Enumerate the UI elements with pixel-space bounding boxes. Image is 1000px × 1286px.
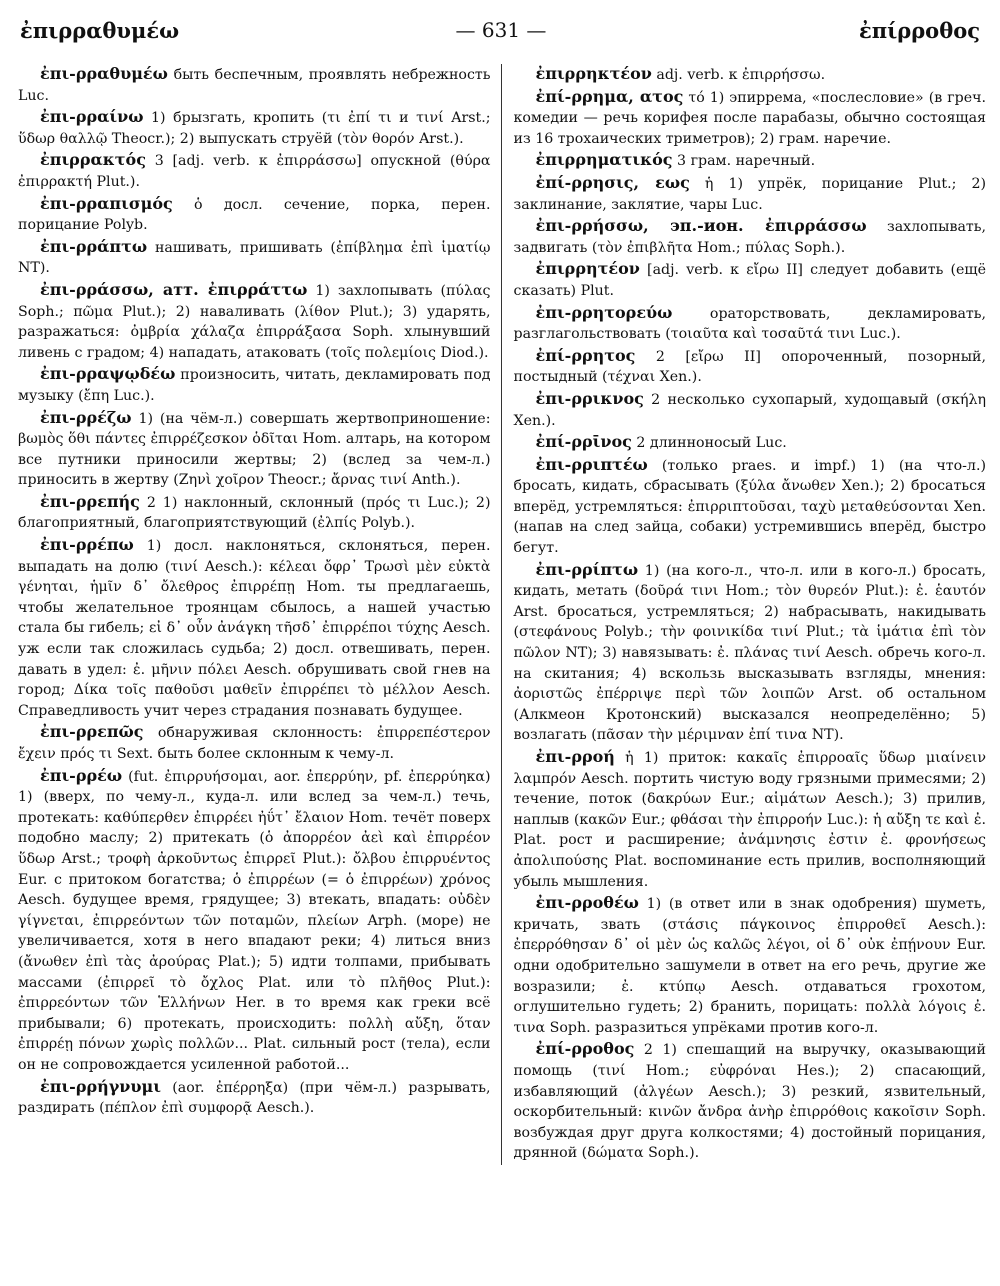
- dictionary-entry: [18, 64, 491, 106]
- entry-headword: ἐπι-ρρήσσω, эп.-ион. ἐπιρράσσω: [535, 216, 867, 236]
- dictionary-entry: [514, 87, 987, 150]
- entry-headword: ἐπι-ρρητορεύω: [535, 302, 673, 322]
- entry-headword: ἐπί-ρρημα, ατος: [535, 86, 684, 106]
- entry-headword: ἐπί-ρρησις, εως: [535, 172, 690, 192]
- entry-headword: ἐπι-ρρίπτω: [535, 559, 639, 579]
- dictionary-entry: [514, 64, 987, 86]
- entry-definition: 1) (на кого-л., что-л. или в кого-л.) бросать, кидать, метать (δοῦρά τινι Hom.; τὸν θυρεόν Plut.): ἐ. ἑαυτόν Arst. бросаться, устремляться; 2) набрасывать, накидывать (στεφάνους Polyb.; τὴν φοινικίδα τινί Plut.; τὰ ἱμάτια ἐπὶ τὸν πῶλον NT); 3) навязывать: ἐ. πλάνας τινί Aesch. обречь кого-л. на скитания; 4) вскользь высказывать взгляды, мнения: ἀοριστῶς ἐπέρριψε περὶ τῶν λοιπῶν Arst. об остальном (Алкмеон Кротонский) высказался неопределённо; 5) возлагать (πᾶσαν τὴν μέριμναν ἐπί τινα NT).: [513, 562, 986, 744]
- entry-definition: 1) досл. наклоняться, склоняться, перен. выпадать на долю (τινί Aesch.): κέλεαι ὄφρ᾽ Τρωσὶ μὲν εὐκτὰ γένηται, ἡμῖν δ᾽ ὄλεθρος ἐπιρρέπῃ Hom. ты предлагаешь, чтобы желательное троянцам сбылось, а нашей участью стала бы гибель; εἰ δ᾽ οὖν ἀνάγκη τῆσδ᾽ ἐπιρρέποι τύχης Aesch. уж если так сложилась судьба; 2) досл. отвешивать, перен. давать в удел: ἐ. μῆνιν πόλει Aesch. обрушивать свой гнев на город; Δίκα τοῖς παθοῦσι μαθεῖν ἐπιρρέπει τὸ μέλλον Aesch. Справедливость учит через страдания познавать будущее.: [18, 538, 491, 719]
- entry-headword: ἐπι-ρρέω: [40, 765, 123, 785]
- dictionary-entry: [18, 194, 491, 236]
- entry-definition: 2 1) спешащий на выручку, оказывающий помощь (τινί Hom.; εὐφρόναι Hes.); 2) спасающий, избавляющий (ἀλγέων Aesch.); 3) резкий, язвительный, оскорбительный: κινῶν ἄνδρα ἀνὴρ ἐπιρρόθοις κακοῖσιν Soph. возбуждая друг друга колкостями; 4) достойный порицания, дрянной (δώματα Soph.).: [513, 1042, 986, 1162]
- entry-definition: быть беспечным, проявлять небрежность Luc.: [18, 67, 491, 104]
- dictionary-entry: [18, 535, 491, 721]
- entry-headword: ἐπί-ρροθος: [535, 1039, 635, 1059]
- entry-definition: 3 грам. наречный.: [672, 153, 816, 170]
- entry-headword: ἐπι-ρραπισμός: [40, 193, 173, 213]
- page-number: — 631 —: [455, 18, 547, 42]
- entry-headword: ἐπι-ρραψῳδέω: [40, 364, 176, 384]
- entry-headword: ἐπι-ρραθυμέω: [40, 64, 168, 83]
- dictionary-entry: [514, 560, 987, 746]
- entry-definition: нашивать, пришивать (ἐπίβλημα ἐπὶ ἱματίῳ NT).: [18, 239, 491, 277]
- entry-headword: ἐπι-ρράσσω, атт. ἐπιρράττω: [40, 279, 308, 299]
- entry-headword: ἐπι-ρρέζω: [40, 407, 132, 427]
- left-column: [18, 64, 491, 1165]
- entry-definition: τό 1) эпиррема, «послесловие» (в греч. комедии — речь корифея после парабазы, обычно состоящая из 16 трохаических триметров); 2) грам. наречие.: [513, 89, 987, 147]
- dictionary-entry: [18, 107, 491, 149]
- entry-headword: ἐπι-ρρικνος: [535, 388, 644, 408]
- dictionary-entry: [18, 1077, 491, 1119]
- text-columns: [18, 64, 986, 1165]
- entry-headword: ἐπιρρητέον: [535, 259, 640, 279]
- entry-headword: ἐπι-ρριπτέω: [535, 454, 648, 474]
- entry-definition: 2 [εἴρω II] опороченный, позорный, постыдный (τέχναι Xen.).: [513, 348, 986, 386]
- entry-definition: произносить, читать, декламировать под музыку (ἔπη Luc.).: [18, 367, 491, 404]
- dictionary-entry: [514, 893, 987, 1038]
- dictionary-entry: [514, 389, 987, 431]
- dictionary-entry: [18, 766, 491, 1076]
- entry-definition: 2 несколько сухопарый, худощавый (σκήλη Xen.).: [513, 391, 986, 429]
- dictionary-entry: [18, 237, 491, 279]
- entry-headword: ἐπι-ρράπτω: [40, 236, 148, 256]
- entry-headword: ἐπιρρηκτέον: [535, 64, 652, 83]
- entry-headword: ἐπι-ρροθέω: [535, 893, 639, 913]
- entry-definition: (aor. ἐπέρρηξα) (при чём-л.) разрывать, раздирать (πέπλον ἐπὶ συμφορᾷ Aesch.).: [18, 1079, 491, 1117]
- running-header: [18, 14, 984, 48]
- dictionary-entry: [514, 303, 987, 345]
- entry-headword: ἐπι-ρρεπῶς: [40, 722, 144, 742]
- dictionary-entry: [18, 492, 491, 534]
- header-last-word: ἐπίρροθος: [858, 18, 980, 43]
- dictionary-entry: [18, 150, 491, 192]
- dictionary-entry: [514, 432, 987, 454]
- entry-definition: 2 1) наклонный, склонный (πρός τι Luc.); 2) благоприятный, благоприятствующий (ἐλπίς Polyb.).: [18, 494, 491, 532]
- dictionary-entry: [514, 747, 987, 892]
- dictionary-entry: [514, 150, 987, 172]
- entry-definition: 3 [adj. verb. к ἐπιρράσσω] опускной (θύρα ἐπιρρακτή Plut.).: [18, 153, 491, 190]
- dictionary-entry: [18, 408, 491, 491]
- entry-definition: 1) захлопывать (πύλας Soph.; πῶμα Plut.); 2) наваливать (λίθον Plut.); 3) ударять, разражаться: ὀμβρία χάλαζα ἐπιρράξασα Soph. хлынувший ливень с градом; 4) нападать, атаковать (τοῖς πολεμίοις Diod.).: [18, 282, 491, 361]
- entry-definition: 1) брызгать, кропить (τι ἐπί τι и τινί Arst.; ὕδωρ θαλλῷ Theocr.); 2) выпускать струёй (τὸν θορόν Arst.).: [18, 110, 491, 147]
- entry-headword: ἐπιρρηματικός: [535, 150, 673, 170]
- entry-definition: ἡ 1) приток: κακαῖς ἐπιρροαῖς ὕδωρ μιαίνειν λαμπρόν Aesch. портить чистую воду грязными примесями; 2) течение, поток (δακρύων Eur.; αἱμάτων Aesch.); 3) прилив, наплыв (κακῶν Eur.; φθάσαι τὴν ἐπιρροήν Luc.): ἡ αὔξη τε καὶ ἐ. Plat. рост и расширение; ἀνάμνησις ἐστιν ἐ. φρονήσεως ἀπολιπούσης Plat. воспоминание есть прилив, восполняющий убыль мышления.: [513, 750, 986, 890]
- dictionary-entry: [514, 455, 987, 559]
- entry-definition: [adj. verb. к εἴρω II] следует добавить (ещё сказать) Plut.: [513, 262, 986, 299]
- entry-definition: 1) (на чём-л.) совершать жертвоприношение: βωμὸς ὅθι πάντες ἐπιρρέζεσκον ὁδῖται Hom. алтарь, на котором все путники приносили жертвы; 2) (вслед за чем-л.) приносить в жертву (Ζηνὶ χοῖρον Theocr.; ἄρνας τινί Anth.).: [18, 410, 491, 489]
- entry-definition: (fut. ἐπιρρυήσομαι, aor. ἐπερρύην, pf. ἐπερρύηκα) 1) (вверх, по чему-л., куда-л. или вслед за чем-л.) течь, протекать: καθύπερθεν ἐπιρρέει ἠΰτ᾽ ἔλαιον Hom. течёт поверх подобно маслу; 2) притекать (ὁ ἀπορρέον ἀεὶ καὶ ἐπιρρέον ὕδωρ Arst.; τροφὴ ἀρκοῦντως ἐπιρρεῖ Plut.): ὄλβου ἐπιρρυέντος Eur. с притоком богатства; ὁ ἐπιρρέων (= ὁ ἐπιρρέων) χρόνος Aesch. будущее время, грядущее; 3) втекать, впадать: οὐδὲν γίγνεται, ἐπιρρεόντων τῶν ποταμῶν, πλείων Arph. (море) не увеличивается, хотя в него впадают реки; 4) литься вниз (ἄνωθεν ἐπὶ τὰς ἀρούρας Plat.); 5) идти толпами, прибывать массами (ἐπιρρεῖ τὸ ὄχλος Plat. или τὸ πλῆθος Plut.): ἐπιρρεόντων τῶν Ἑλλήνων Her. в то время как греки всё прибывали; 6) протекать, происходить: πολλὴ αὔξη, ὅταν ἐπιρρέῃ πόνων χωρὶς πολλῶν... Plat. сильный рост (тела), если он не сопровождается усиленной работой...: [18, 768, 491, 1073]
- entry-headword: ἐπί-ρρῑνος: [535, 432, 632, 452]
- dictionary-entry: [514, 346, 987, 388]
- dictionary-entry: [514, 216, 987, 258]
- entry-headword: ἐπί-ρρητος: [535, 345, 636, 365]
- entry-definition: ἡ 1) упрёк, порицание Plut.; 2) заклинание, заклятие, чары Luc.: [513, 175, 987, 213]
- header-first-word: ἐπιρραθυμέω: [20, 18, 180, 43]
- entry-headword: ἐπι-ρραίνω: [40, 107, 144, 127]
- entry-definition: ὁ досл. сечение, порка, перен. порицание Polyb.: [18, 196, 491, 234]
- dictionary-entry: [18, 280, 491, 363]
- entry-definition: обнаруживая склонность: ἐπιρρεπέστερον ἔχειν πρός τι Sext. быть более склонным к чему-л.: [18, 725, 491, 762]
- entry-headword: ἐπι-ρροή: [535, 747, 615, 766]
- entry-definition: 2 длинноносый Luc.: [631, 435, 787, 452]
- entry-definition: захлопывать, задвигать (τὸν ἐπιβλῆτα Hom.; πύλας Soph.).: [513, 219, 986, 256]
- dictionary-entry: [18, 364, 491, 406]
- entry-headword: ἐπι-ρρήγνυμι: [40, 1076, 161, 1096]
- right-column: [501, 64, 987, 1165]
- entry-definition: (только praes. и impf.) 1) (на что-л.) бросать, кидать, сбрасывать (ξύλα ἄνωθεν Xen.); 2) бросаться вперёд, устремляться: ἐπιρριπτοῦσαι, ταχὺ μεταθεύσονται Xen. (напав на след зайца, собаки) устремившись вперёд, быстро бегут.: [513, 457, 986, 557]
- dictionary-entry: [514, 259, 987, 301]
- entry-definition: adj. verb. к ἐπιρρήσσω.: [651, 67, 826, 83]
- dictionary-entry: [514, 173, 987, 215]
- entry-headword: ἐπιρρακτός: [40, 150, 146, 170]
- entry-definition: ораторствовать, декламировать, разглагольствовать (τοιαῦτα καὶ τοσαῦτά τινι Luc.).: [513, 305, 986, 343]
- dictionary-entry: [514, 1039, 987, 1164]
- dictionary-entry: [18, 722, 491, 764]
- entry-definition: 1) (в ответ или в знак одобрения) шуметь, кричать, звать (στάσις πάγκοινος ἐπιρροθεῖ Aesch.): ἐπερρόθησαν δ᾽ οἱ μὲν ὡς καλῶς λέγοι, οἱ δ᾽ οὐκ ἐπῄνουν Eur. одни одобрительно зашумели в ответ на его речь, другие же возразили; ἐ. κτύπῳ Aesch. отдаваться грохотом, оглушительно гудеть; 2) бранить, порицать: πολλὰ λόγοις ἐ. τινα Soph. разразиться упрёками против кого-л.: [513, 896, 986, 1036]
- entry-headword: ἐπι-ρρέπω: [40, 535, 134, 555]
- entry-headword: ἐπι-ρρεπής: [40, 491, 140, 511]
